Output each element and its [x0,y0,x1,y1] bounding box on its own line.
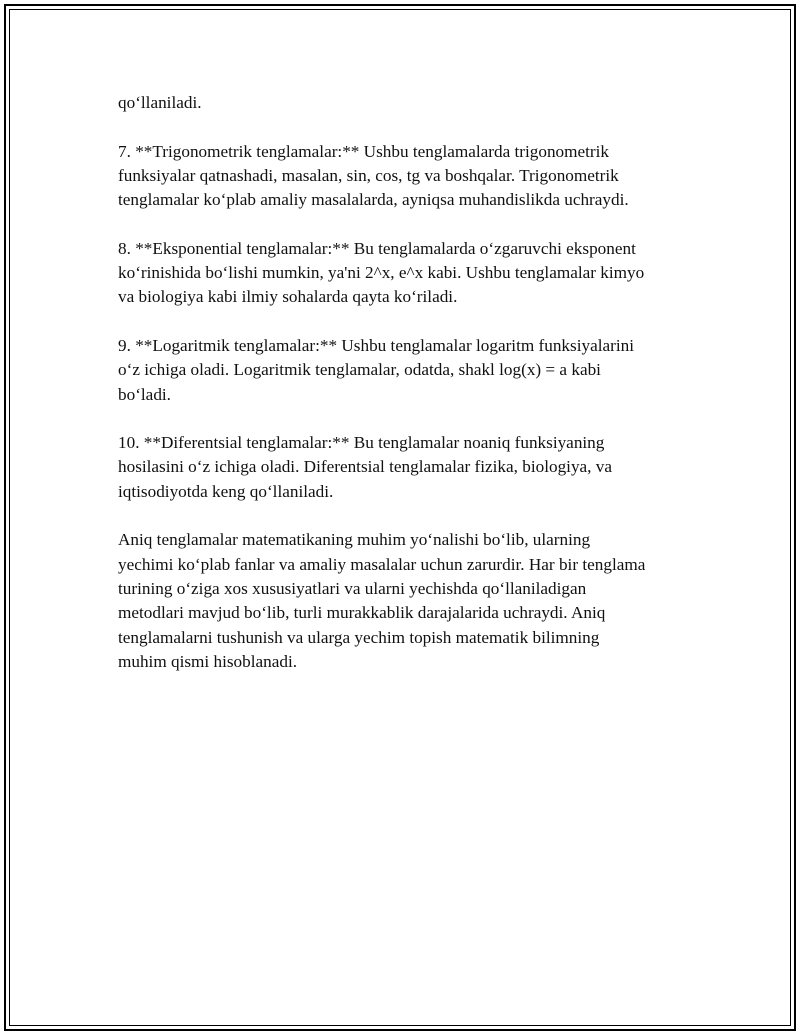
text-line: o‘z ichiga oladi. Logaritmik tenglamalar, odatda, shakl log(x) = a kabi [118,360,601,380]
text-line: iqtisodiyotda keng qo‘llaniladi. [118,481,334,501]
paragraph-continuation [118,91,698,115]
text-line: funksiyalar qatnashadi, masalan, sin, cos, tg va boshqalar. Trigonometrik [118,165,619,185]
paragraph-conclusion [118,528,698,674]
text-line: hosilasini o‘z ichiga oladi. Diferentsial tenglamalar fizika, biologiya, va [118,457,612,477]
text-line: tenglamalar ko‘plab amaliy masalalarda, ayniqsa muhandislikda uchraydi. [118,190,629,210]
text-line: muhim qismi hisoblanadi. [118,651,298,671]
text-line: yechimi ko‘plab fanlar va amaliy masalalar uchun zarurdir. Har bir tenglama [118,554,646,574]
document-body [118,91,698,698]
paragraph-differential-equations [118,431,698,504]
text-line: turining o‘ziga xos xususiyatlari va ularni yechishda qo‘llaniladigan [118,578,587,598]
paragraph-exponential-equations [118,237,698,310]
paragraph-logarithmic-equations [118,334,698,407]
text-line: va biologiya kabi ilmiy sohalarda qayta ko‘riladi. [118,287,458,307]
paragraph-trigonometric-equations [118,140,698,213]
text-line: bo‘ladi. [118,384,171,404]
text-line: 8. **Eksponential tenglamalar:** Bu tenglamalarda o‘zgaruvchi eksponent [118,238,636,258]
text-line: 7. **Trigonometrik tenglamalar:** Ushbu tenglamalarda trigonometrik [118,141,610,161]
text-line: tenglamalarni tushunish va ularga yechim topish matematik bilimning [118,627,600,647]
text-line: ko‘rinishida bo‘lishi mumkin, ya'ni 2^x, e^x kabi. Ushbu tenglamalar kimyo [118,263,645,283]
text-line: 10. **Diferentsial tenglamalar:** Bu tenglamalar noaniq funksiyaning [118,433,605,453]
text-line: 9. **Logaritmik tenglamalar:** Ushbu tenglamalar logaritm funksiyalarini [118,335,634,355]
text-line: qo‘llaniladi. [118,93,202,112]
text-line: Aniq tenglamalar matematikaning muhim yo‘nalishi bo‘lib, ularning [118,530,591,550]
text-line: metodlari mavjud bo‘lib, turli murakkablik darajalarida uchraydi. Aniq [118,603,606,623]
